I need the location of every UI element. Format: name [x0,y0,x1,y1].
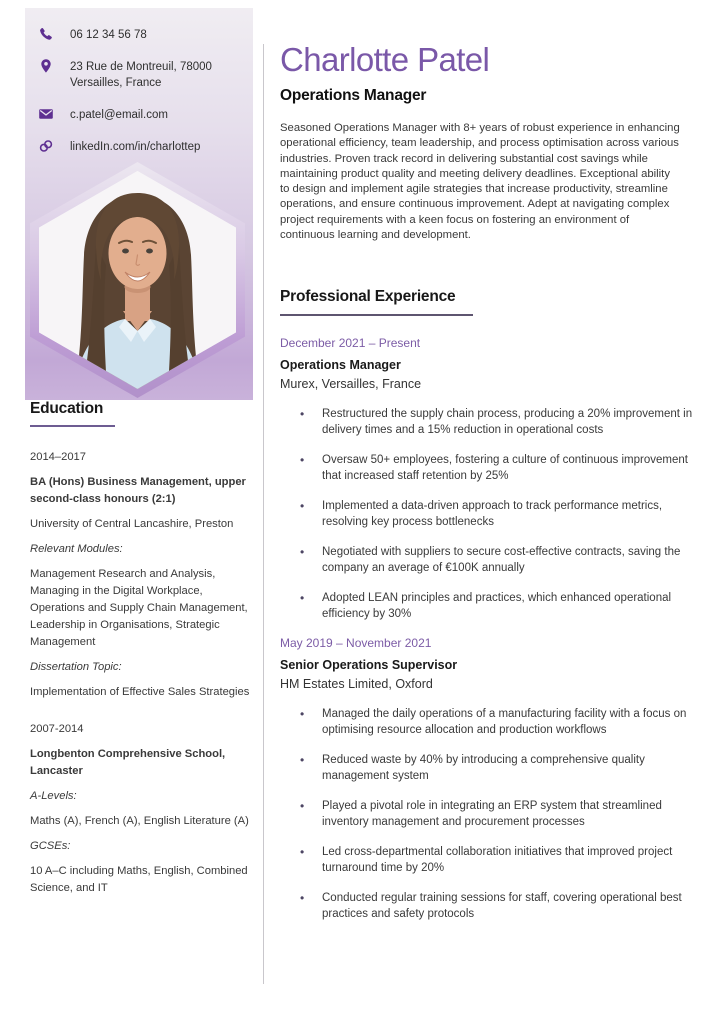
alevels-label: A-Levels: [30,790,77,802]
professional-summary: Seasoned Operations Manager with 8+ years of robust experience in enhancing operational efficiency, team leadership, and process optimisation across various industries. Proven track record in delivering substantial cost savings while maintaining product quality and meeting delivery deadlines. Exceptional ability to design and implement agile strategies that increase productivity, streamline operations, and ensure continuous improvement. Adept at navigating complex project requirements with a keen focus on fostering an environment of continuous learning and development. [280,122,680,242]
experience-heading-rule [280,314,473,316]
gcses-text: 10 A–C including Maths, English, Combined Science, and IT [30,865,248,894]
education-institution: University of Central Lancashire, Preston [30,518,234,530]
email-icon [38,106,54,122]
contact-item-phone [30,26,250,43]
job-company: HM Estates Limited, Oxford [280,677,433,691]
phone-icon [38,26,54,42]
job-bullet: • Led cross-departmental collaboration initiatives that improved project turnaround time by 20% [280,844,700,876]
education-dates-1: 2014–2017 [30,451,86,463]
job-bullet-list [280,406,700,622]
candidate-name: Charlotte Patel [280,41,490,78]
portrait-illustration [39,171,236,389]
contact-item-email[interactable] [30,106,250,123]
experience-heading: Professional Experience [280,288,456,305]
education-section [30,400,254,897]
link-icon [38,138,54,154]
job-bullet: • Implemented a data-driven approach to track performance metrics, resolving key process bottlenecks [280,498,700,530]
gcses-label: GCSEs: [30,840,71,852]
job-bullet: • Adopted LEAN principles and practices, which enhanced operational efficiency by 30% [280,590,700,622]
phone-number: 06 12 34 56 78 [70,29,147,41]
location-icon [38,58,54,74]
alevels-text: Maths (A), French (A), English Literature (A) [30,815,249,827]
linkedin-url[interactable]: linkedIn.com/in/charlottep [70,141,201,153]
education-heading-rule [30,425,115,427]
profile-photo [39,171,236,389]
education-degree: BA (Hons) Business Management, upper second-class honours (2:1) [30,476,246,505]
education-heading: Education [30,400,104,417]
job-bullet: • Played a pivotal role in integrating an ERP system that streamlined inventory management and procurement processes [280,798,700,830]
job-title: Operations Manager [280,358,401,372]
modules-text: Management Research and Analysis, Managing in the Digital Workplace, Operations and Supply Chain Management, Leadership in Organisations, Strategic Management [30,568,248,648]
experience-section [280,288,700,936]
contact-item-address [30,58,250,91]
contact-item-linkedin[interactable] [30,138,250,155]
job-bullet: • Managed the daily operations of a manufacturing facility with a focus on optimising resource allocation and production workflows [280,706,700,738]
address: 23 Rue de Montreuil, 78000 Versailles, France [70,61,212,89]
job-dates: December 2021 – Present [280,336,421,350]
job-bullet: • Oversaw 50+ employees, fostering a culture of continuous improvement that increased staff retention by 25% [280,452,700,484]
job-bullet: • Reduced waste by 40% by introducing a comprehensive quality management system [280,752,700,784]
contact-block [30,26,250,155]
job-title: Senior Operations Supervisor [280,658,458,672]
job-dates: May 2019 – November 2021 [280,636,432,650]
school-name: Longbenton Comprehensive School, Lancaster [30,748,226,777]
job-entry-1 [280,336,700,622]
job-company: Murex, Versailles, France [280,377,422,391]
column-divider [263,44,264,984]
job-bullet: • Negotiated with suppliers to secure cost-effective contracts, saving the company an average of €100K annually [280,544,700,576]
job-bullet-list [280,706,700,922]
candidate-headline: Operations Manager [280,87,427,104]
modules-label: Relevant Modules: [30,543,123,555]
header-block [280,42,700,105]
dissertation-label: Dissertation Topic: [30,661,122,673]
job-bullet: • Restructured the supply chain process, producing a 20% improvement in delivery times and a 15% reduction in operational costs [280,406,700,438]
job-bullet: • Conducted regular training sessions for staff, covering operational best practices and safety protocols [280,890,700,922]
job-entry-2 [280,636,700,922]
dissertation-text: Implementation of Effective Sales Strategies [30,686,250,698]
education-dates-2: 2007-2014 [30,723,84,735]
email-address[interactable]: c.patel@email.com [70,109,168,121]
